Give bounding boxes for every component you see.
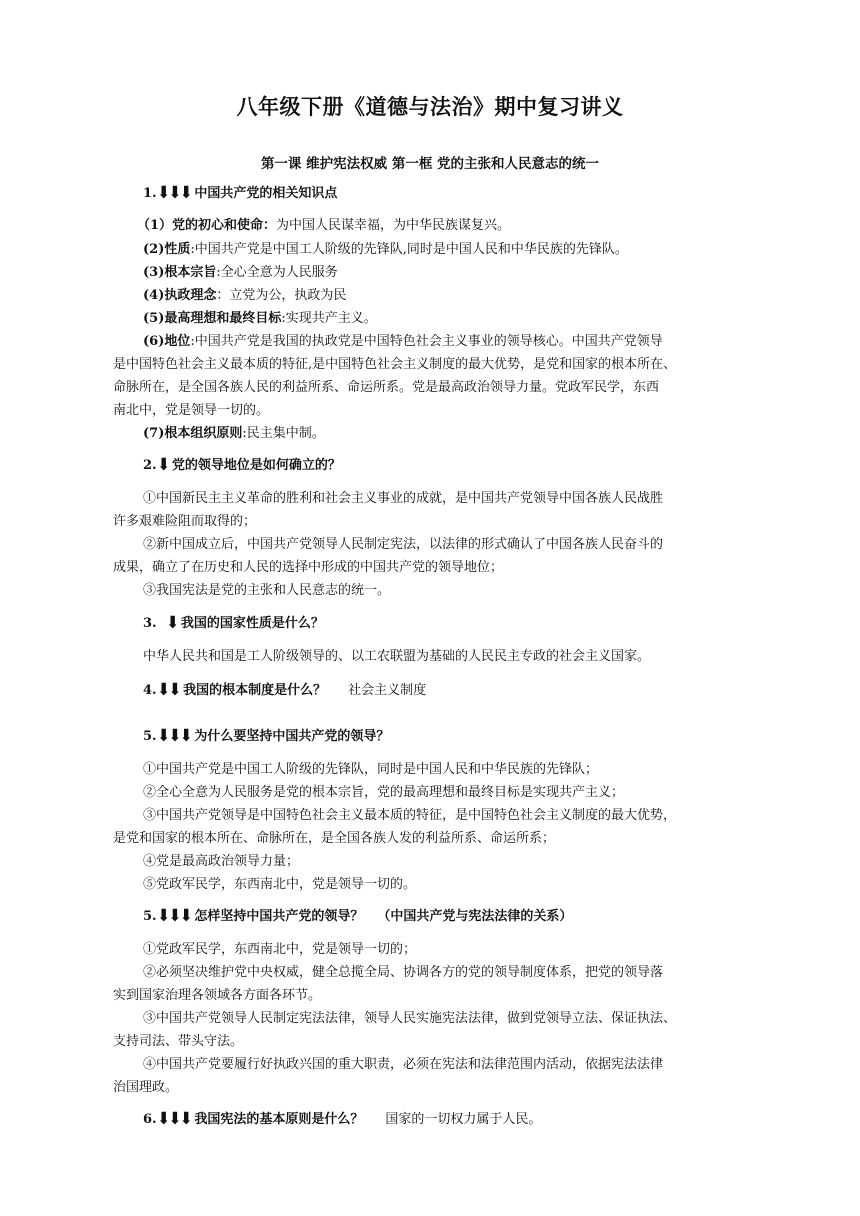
document-title: 八年级下册《道德与法治》期中复习讲义	[236, 94, 624, 119]
s5b-line-2: ②必须坚决维护党中央权威，健全总揽全局、协调各方的党的领导制度体系，把党的领导落	[143, 965, 664, 980]
s3-line-1: 中华人民共和国是工人阶级领导的、以工农联盟为基础的人民民主专政的社会主义国家。	[143, 649, 651, 664]
s5-line-4: 是党和国家的根本所在、命脉所在，是全国各族人发的利益所系、命运所系；	[113, 831, 556, 846]
section-heading-text: 党的领导地位是如何确立的？	[171, 458, 341, 473]
section-number: 5.	[143, 909, 157, 924]
down-arrow-icon: ⬇	[156, 455, 168, 475]
lesson-title: 第一课 维护宪法权威 第一框 党的主张和人民意志的统一	[260, 156, 600, 172]
s5-line-2: ②全心全意为人民服务是党的根本宗旨，党的最高理想和最终目标是实现共产主义；	[143, 785, 625, 800]
s1-item-3	[143, 263, 338, 283]
section-heading-text: 我国的根本制度是什么？	[183, 683, 327, 698]
section-number: 6.	[143, 1112, 157, 1127]
s1-item-7	[143, 424, 325, 444]
item-text: 为中国人民谋幸福，为中华民族谋复兴。	[276, 218, 511, 233]
item-text: :中国共产党是我国的执政党是中国特色社会主义事业的领导核心。中国共产党领导	[190, 334, 663, 349]
s5b-line-5: 支持司法、带头守法。	[113, 1034, 244, 1049]
item-text: :实现共产主义。	[281, 311, 377, 326]
section-heading-text: 为什么要坚持中国共产党的领导？	[194, 729, 390, 744]
s1-item-1	[137, 216, 510, 236]
section-number: 5.	[143, 729, 157, 744]
down-arrow-icon: ⬇⬇⬇	[156, 183, 191, 203]
section-4-heading	[143, 681, 426, 701]
item-label: (5)最高理想和最终目标	[143, 311, 282, 326]
item-label: (3)根本宗旨	[143, 265, 217, 280]
section-heading-text: 怎样坚持中国共产党的领导？	[194, 909, 364, 924]
s5-line-5: ④党是最高政治领导力量；	[143, 854, 300, 869]
s1-item-6-line-3: 命脉所在，是全国各族人民的利益所系、命运所系。党是最高政治领导力量。党政军民学，东西	[113, 380, 660, 395]
section-number: 4.	[143, 683, 157, 698]
s1-item-6-line-4: 南北中，党是领导一切的。	[113, 403, 270, 418]
s5b-line-6: ④中国共产党要履行好执政兴国的重大职责，必须在宪法和法律范围内活动，依据宪法法律	[143, 1057, 664, 1072]
s5b-line-7: 治国理政。	[113, 1080, 179, 1095]
section-heading-text: 中国共产党的相关知识点	[194, 186, 338, 201]
s1-item-4	[143, 286, 346, 306]
section-number: 1.	[143, 186, 157, 201]
section-answer: 国家的一切权力属于人民。	[385, 1112, 542, 1127]
section-2-heading	[143, 456, 341, 476]
section-heading-text: 我国宪法的基本原则是什么？	[194, 1112, 364, 1127]
item-label: (4)执政理念	[143, 288, 217, 303]
s5b-line-4: ③中国共产党领导人民制定宪法法律，领导人民实施宪法法律，做到党领导立法、保证执法、	[143, 1011, 677, 1026]
section-number: 3.	[143, 616, 157, 631]
down-arrow-icon: ⬇⬇⬇	[156, 726, 191, 746]
down-arrow-icon: ⬇⬇⬇	[156, 906, 191, 926]
s1-item-2	[143, 240, 628, 260]
item-label: (2)性质	[143, 242, 191, 257]
s5b-line-1: ①党政军民学，东西南北中，党是领导一切的；	[143, 942, 417, 957]
s2-line-4: 成果，确立了在历史和人民的选择中形成的中国共产党的领导地位；	[113, 560, 504, 575]
down-arrow-icon: ⬇⬇	[156, 680, 180, 700]
section-number: 2.	[143, 458, 157, 473]
item-label: (7)根本组织原则	[143, 426, 243, 441]
section-5b-heading	[143, 907, 572, 927]
s5b-line-3: 实到国家治理各领域各方面各环节。	[113, 988, 322, 1003]
s2-line-2: 许多艰难险阻而取得的；	[113, 514, 257, 529]
s5-line-6: ⑤党政军民学，东西南北中，党是领导一切的。	[143, 877, 417, 892]
s5-line-1: ①中国共产党是中国工人阶级的先锋队，同时是中国人民和中华民族的先锋队；	[143, 762, 599, 777]
down-arrow-icon: ⬇⬇⬇	[156, 1109, 191, 1129]
item-text: :民主集中制。	[242, 426, 325, 441]
item-text: :全心全意为人民服务	[216, 265, 338, 280]
item-label: （1）党的初心和使命：	[137, 218, 277, 233]
s2-line-5: ③我国宪法是党的主张和人民意志的统一。	[143, 583, 391, 598]
s2-line-3: ②新中国成立后，中国共产党领导人民制定宪法，以法律的形式确认了中国各族人民奋斗的	[143, 537, 664, 552]
item-label: (6)地位	[143, 334, 191, 349]
s2-line-1: ①中国新民主主义革命的胜利和社会主义事业的成就，是中国共产党领导中国各族人民战胜	[143, 491, 664, 506]
item-text: :中国共产党是中国工人阶级的先锋队,同时是中国人民和中华民族的先锋队。	[190, 242, 628, 257]
s5-line-3: ③中国共产党领导是中国特色社会主义最本质的特征，是中国特色社会主义制度的最大优势，	[143, 808, 677, 823]
section-3-heading	[143, 614, 324, 634]
section-6-heading	[143, 1110, 541, 1130]
item-text: ：立党为公，执政为民	[216, 288, 347, 303]
s1-item-5	[143, 309, 377, 329]
s1-item-6-line-2: 是中国特色社会主义最本质的特征,是中国特色社会主义制度的最大优势，是党和国家的根本所在、	[113, 357, 677, 372]
s1-item-6-line-1	[143, 332, 663, 352]
section-answer: 社会主义制度	[348, 683, 427, 698]
section-1-heading	[143, 184, 337, 204]
section-heading-text: 我国的国家性质是什么？	[180, 616, 324, 631]
section-heading-note: （中国共产党与宪法法律的关系）	[377, 909, 573, 924]
section-5-heading	[143, 727, 389, 747]
down-arrow-icon: ⬇	[165, 613, 177, 633]
